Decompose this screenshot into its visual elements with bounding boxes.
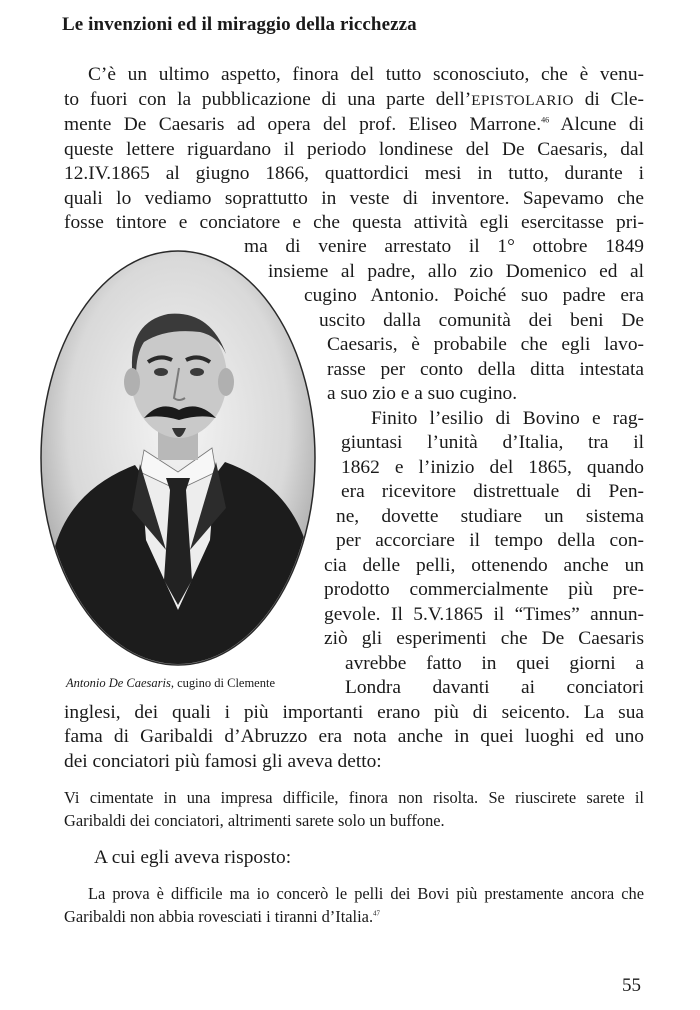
text-line: inglesi, dei quali i più importanti erano più di seicento. La sua — [64, 701, 644, 723]
text-line: ne, dovette studiare un sistema — [336, 505, 644, 527]
text-line: mente De Caesaris ad opera del prof. Eliseo Marrone.$^{46}$ Alcune di — [64, 114, 644, 135]
text-line: rasse per conto della ditta intestata — [327, 358, 644, 380]
quote-1 — [64, 786, 644, 832]
quote-line: Vi cimentate in una impresa difficile, finora non risolta. Se riuscirete sarete il — [64, 788, 644, 807]
paragraph-1-wrap-b — [268, 260, 644, 285]
portrait-photo — [40, 250, 316, 666]
quote-line: Garibaldi dei conciatori, altrimenti sarete solo un buffone. — [64, 811, 445, 830]
text-line: a suo zio e a suo cugino. — [327, 383, 518, 404]
quote-line: Garibaldi non abbia rovesciati i tiranni d’Italia.$^{47}$ — [64, 907, 380, 926]
section-heading: Le invenzioni ed il miraggio della ricchezza — [62, 14, 417, 35]
text-line: ma di venire arrestato il 1° ottobre 1849 — [244, 236, 644, 257]
text-line: ziò gli esperimenti che De Caesaris — [324, 628, 644, 649]
text-line: 1862 e l’inizio del 1865, quando — [341, 456, 644, 478]
paragraph-1-wrap-e — [327, 333, 644, 407]
text-line: Londra davanti ai conciatori — [345, 677, 644, 698]
paragraph-1 — [64, 63, 644, 236]
paragraph-1-wrap-c — [304, 284, 644, 309]
footnote-ref-47: 47 — [373, 910, 380, 918]
text-line: Finito l’esilio di Bovino e rag- — [371, 407, 644, 429]
text-line: prodotto commercialmente più pre- — [324, 579, 644, 600]
paragraph-1-wrap-d — [319, 309, 644, 334]
quote-line: La prova è difficile ma io concerò le pelli dei Bovi più prestamente ancora che — [88, 884, 644, 903]
reply-line: A cui egli aveva risposto: — [94, 847, 292, 868]
footnote-ref-46: 46 — [541, 115, 550, 125]
caption-name: Antonio De Caesaris, — [66, 676, 174, 690]
paragraph-2-wrap-a — [341, 407, 644, 505]
text-line: C’è un ultimo aspetto, finora del tutto sconosciuto, che è venu- — [88, 64, 644, 85]
text-line: per accorciare il tempo della con- — [336, 530, 644, 551]
paragraph-2-wrap-b — [336, 505, 644, 554]
text-line: quali lo vediamo soprattutto in veste di inventore. Sapevamo che — [64, 187, 644, 209]
text-line: dei conciatori più famosi gli aveva detto: — [64, 750, 382, 772]
text-line: to fuori con la pubblicazione di una parte dell’EPISTOLARIO di Cle- — [64, 88, 644, 110]
quote-2 — [64, 882, 644, 928]
text-line: Caesaris, è probabile che egli lavo- — [327, 334, 644, 355]
text-line: giuntasi l’unità d’Italia, tra il — [341, 432, 644, 453]
text-line: insieme al padre, allo zio Domenico ed al — [268, 260, 644, 282]
text-line: cia delle pelli, ottenendo anche un — [324, 554, 644, 576]
text-line: fosse tintore e conciatore e che questa attività egli esercitasse pri- — [64, 212, 644, 233]
paragraph-2-full — [64, 701, 644, 775]
caption-rest: cugino di Clemente — [173, 676, 276, 690]
text-line: fama di Garibaldi d’Abruzzo era nota anche in quei luoghi ed uno — [64, 726, 644, 747]
epistolario-term: EPISTOLARIO — [471, 92, 574, 109]
text-line: era ricevitore distrettuale di Pen- — [341, 481, 644, 502]
page-number: 55 — [622, 975, 641, 996]
text-line: 12.IV.1865 al giugno 1866, quattordici mesi in tutto, durante i — [64, 163, 644, 184]
text-line: avrebbe fatto in quei giorni a — [345, 652, 644, 674]
text-line: gevole. Il 5.V.1865 il “Times” annun- — [324, 603, 644, 625]
text-line: uscito dalla comunità dei beni De — [319, 309, 644, 331]
paragraph-2-wrap-c — [324, 554, 644, 652]
text-line: cugino Antonio. Poiché suo padre era — [304, 285, 644, 306]
portrait-caption — [66, 676, 275, 691]
paragraph-2-wrap-d — [345, 652, 644, 701]
text-line: queste lettere riguardano il periodo londinese del De Caesaris, dal — [64, 138, 644, 160]
